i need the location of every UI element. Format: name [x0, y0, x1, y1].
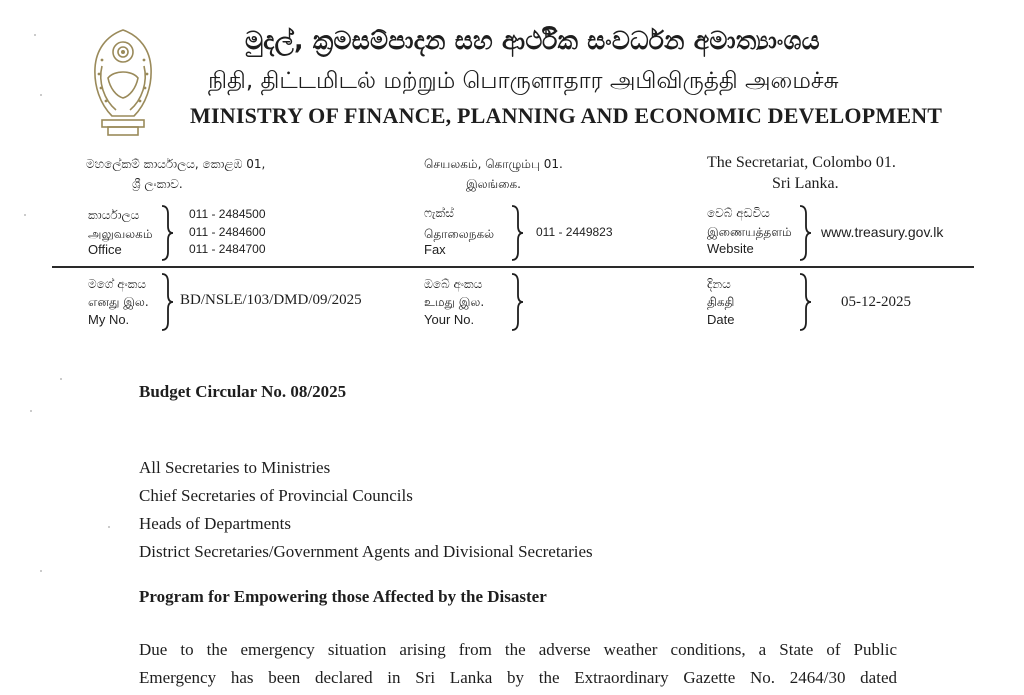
website-label-tamil: இணையத்தளம்: [707, 225, 792, 239]
office-brace: [159, 204, 175, 262]
recipient-line: Chief Secretaries of Provincial Councils: [139, 486, 413, 505]
office-label-english: Office: [88, 242, 122, 257]
address-english-line2: Sri Lanka.: [772, 175, 839, 192]
scan-speck: [30, 410, 32, 412]
date-label-tamil: திகதி: [707, 295, 735, 309]
my-no-label-sinhala: මගේ අංකය: [88, 277, 147, 291]
date-value: 05-12-2025: [841, 294, 911, 310]
your-no-label-sinhala: ඔබේ අංකය: [424, 277, 483, 291]
header-divider: [52, 266, 974, 268]
your-no-brace: [509, 272, 525, 332]
recipient-line: District Secretaries/Government Agents and Divisional Secretaries: [139, 542, 593, 561]
body-paragraph-line: Emergency has been declared in Sri Lanka by the Extraordinary Gazette No. 2464/30 dated: [139, 668, 897, 687]
fax-brace: [509, 204, 525, 262]
address-sinhala-line1: මහලේකම් කාර්යාලය, කොළඹ 01,: [86, 157, 266, 171]
address-tamil-line2: இலங்கை.: [466, 177, 521, 191]
website-link[interactable]: www.treasury.gov.lk: [821, 224, 944, 240]
my-no-label-tamil: எனது இல.: [88, 295, 149, 309]
scan-speck: [40, 94, 42, 96]
your-no-label-english: Your No.: [424, 312, 475, 327]
address-english-line1: The Secretariat, Colombo 01.: [707, 154, 896, 171]
my-no-value: BD/NSLE/103/DMD/09/2025: [180, 292, 362, 308]
national-emblem-icon: [86, 26, 160, 138]
circular-title: Budget Circular No. 08/2025: [139, 382, 347, 401]
fax-label-tamil: தொலைநகல்: [424, 227, 495, 241]
office-number: 011 - 2484700: [189, 242, 266, 256]
fax-label-english: Fax: [424, 242, 446, 257]
date-label-sinhala: දිනය: [707, 277, 731, 291]
date-brace: [797, 272, 813, 332]
scan-speck: [24, 214, 26, 216]
office-label-tamil: அலுவலகம்: [88, 227, 153, 241]
ministry-title-sinhala: මුදල්, ක්‍රමසම්පාදන සහ ආර්ථික සංවර්ධන අමාත්‍යාංශය: [245, 26, 820, 55]
ministry-title-tamil: நிதி, திட்டமிடல் மற்றும் பொருளாதார அபிவிருத்தி அமைச்சு: [208, 68, 839, 94]
body-paragraph-line: Due to the emergency situation arising from the adverse weather conditions, a State of Public: [139, 640, 897, 659]
office-label-sinhala: කාර්යාලය: [88, 208, 140, 222]
ministry-title-english: MINISTRY OF FINANCE, PLANNING AND ECONOMIC DEVELOPMENT: [190, 103, 943, 128]
recipient-line: All Secretaries to Ministries: [139, 458, 331, 477]
address-sinhala-line2: ශ්‍රී ලංකාව.: [132, 177, 183, 191]
fax-number: 011 - 2449823: [536, 225, 613, 239]
office-number: 011 - 2484600: [189, 225, 266, 239]
website-brace: [797, 204, 813, 262]
date-label-english: Date: [707, 312, 735, 327]
scan-speck: [34, 34, 36, 36]
office-number: 011 - 2484500: [189, 207, 266, 221]
recipient-line: Heads of Departments: [139, 514, 292, 533]
scan-speck: [40, 570, 42, 572]
my-no-brace: [159, 272, 175, 332]
my-no-label-english: My No.: [88, 312, 130, 327]
scan-speck: [60, 378, 62, 380]
fax-label-sinhala: ෆැක්ස්: [424, 206, 454, 220]
subject-heading: Program for Empowering those Affected by the Disaster: [139, 587, 547, 606]
website-label-sinhala: වෙබ් අඩවිය: [707, 206, 770, 220]
website-label-english: Website: [707, 241, 754, 256]
your-no-label-tamil: உமது இல.: [424, 295, 485, 309]
address-tamil-line1: செயலகம், கொழும்பு 01.: [424, 157, 563, 171]
scan-speck: [108, 526, 110, 528]
